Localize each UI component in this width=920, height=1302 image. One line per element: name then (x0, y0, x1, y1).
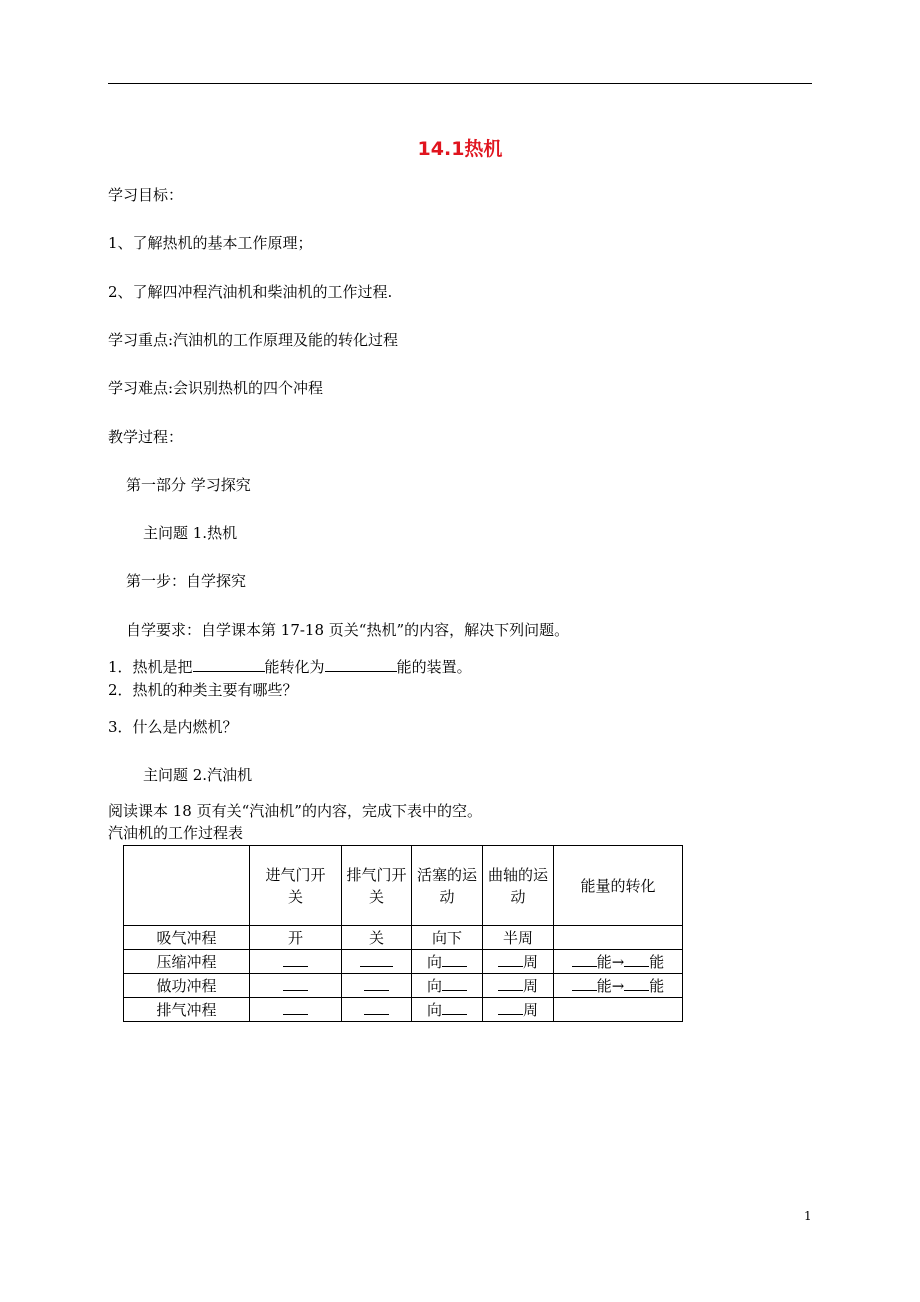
header-rule (108, 83, 812, 84)
exhaust-valve-blank[interactable] (342, 950, 412, 974)
stroke-name: 压缩冲程 (124, 950, 250, 974)
table-row-power (124, 974, 683, 998)
table-row-exhaust (124, 998, 683, 1022)
header-intake-valve: 进气门开 关 (250, 846, 342, 926)
piston-blank[interactable]: 向 (412, 974, 483, 998)
stroke-name: 排气冲程 (124, 998, 250, 1022)
header-exhaust-valve: 排气门开 关 (342, 846, 412, 926)
crank-value: 半周 (483, 926, 554, 950)
question-1-part-c: 能的装置。 (396, 658, 472, 676)
exhaust-valve-value: 关 (342, 926, 412, 950)
header-empty-cell (124, 846, 250, 926)
stroke-name: 吸气冲程 (124, 926, 250, 950)
intake-valve-blank[interactable] (250, 998, 342, 1022)
answer-blank[interactable] (325, 657, 397, 672)
key-point: 学习重点:汽油机的工作原理及能的转化过程 (108, 331, 399, 349)
page-title: 14.1热机 (417, 138, 503, 160)
page-number: 1 (804, 1209, 812, 1223)
intake-valve-value: 开 (250, 926, 342, 950)
exhaust-valve-blank[interactable] (342, 974, 412, 998)
reading-instruction: 阅读课本 18 页有关“汽油机”的内容，完成下表中的空。 (108, 802, 482, 820)
energy-blank[interactable]: 能→ 能 (554, 974, 683, 998)
objective-1: 1、了解热机的基本工作原理； (108, 234, 313, 252)
piston-blank[interactable]: 向 (412, 998, 483, 1022)
topic-2-heading: 主问题 2.汽油机 (143, 766, 253, 784)
crank-blank[interactable]: 周 (483, 998, 554, 1022)
topic-1-heading: 主问题 1.热机 (143, 524, 238, 542)
question-3: 3．什么是内燃机？ (108, 718, 238, 736)
answer-blank[interactable] (193, 657, 265, 672)
question-1-part-a: 1．热机是把 (108, 658, 193, 676)
question-2: 2．热机的种类主要有哪些？ (108, 681, 298, 699)
question-1-part-b: 能转化为 (264, 658, 325, 676)
exhaust-valve-blank[interactable] (342, 998, 412, 1022)
engine-process-table (123, 845, 683, 1022)
step-1-heading: 第一步：自学探究 (126, 572, 247, 590)
process-heading: 教学过程： (108, 428, 184, 446)
self-study-requirement: 自学要求：自学课本第 17-18 页关“热机”的内容，解决下列问题。 (126, 621, 570, 639)
energy-value (554, 998, 683, 1022)
piston-value: 向下 (412, 926, 483, 950)
header-crank-motion: 曲轴的运 动 (483, 846, 554, 926)
stroke-name: 做功冲程 (124, 974, 250, 998)
table-row-intake (124, 926, 683, 950)
header-piston-motion: 活塞的运 动 (412, 846, 483, 926)
table-row-compression (124, 950, 683, 974)
energy-blank[interactable]: 能→ 能 (554, 950, 683, 974)
objective-2: 2、了解四冲程汽油机和柴油机的工作过程. (108, 283, 393, 301)
header-energy-conversion: 能量的转化 (554, 846, 683, 926)
intake-valve-blank[interactable] (250, 950, 342, 974)
difficulty: 学习难点:会识别热机的四个冲程 (108, 379, 324, 397)
piston-blank[interactable]: 向 (412, 950, 483, 974)
crank-blank[interactable]: 周 (483, 950, 554, 974)
question-1 (108, 657, 472, 677)
table-header-row (124, 846, 683, 926)
intake-valve-blank[interactable] (250, 974, 342, 998)
table-caption: 汽油机的工作过程表 (108, 824, 244, 842)
crank-blank[interactable]: 周 (483, 974, 554, 998)
objectives-heading: 学习目标： (108, 186, 184, 204)
energy-value (554, 926, 683, 950)
part-1-heading: 第一部分 学习探究 (126, 476, 251, 494)
